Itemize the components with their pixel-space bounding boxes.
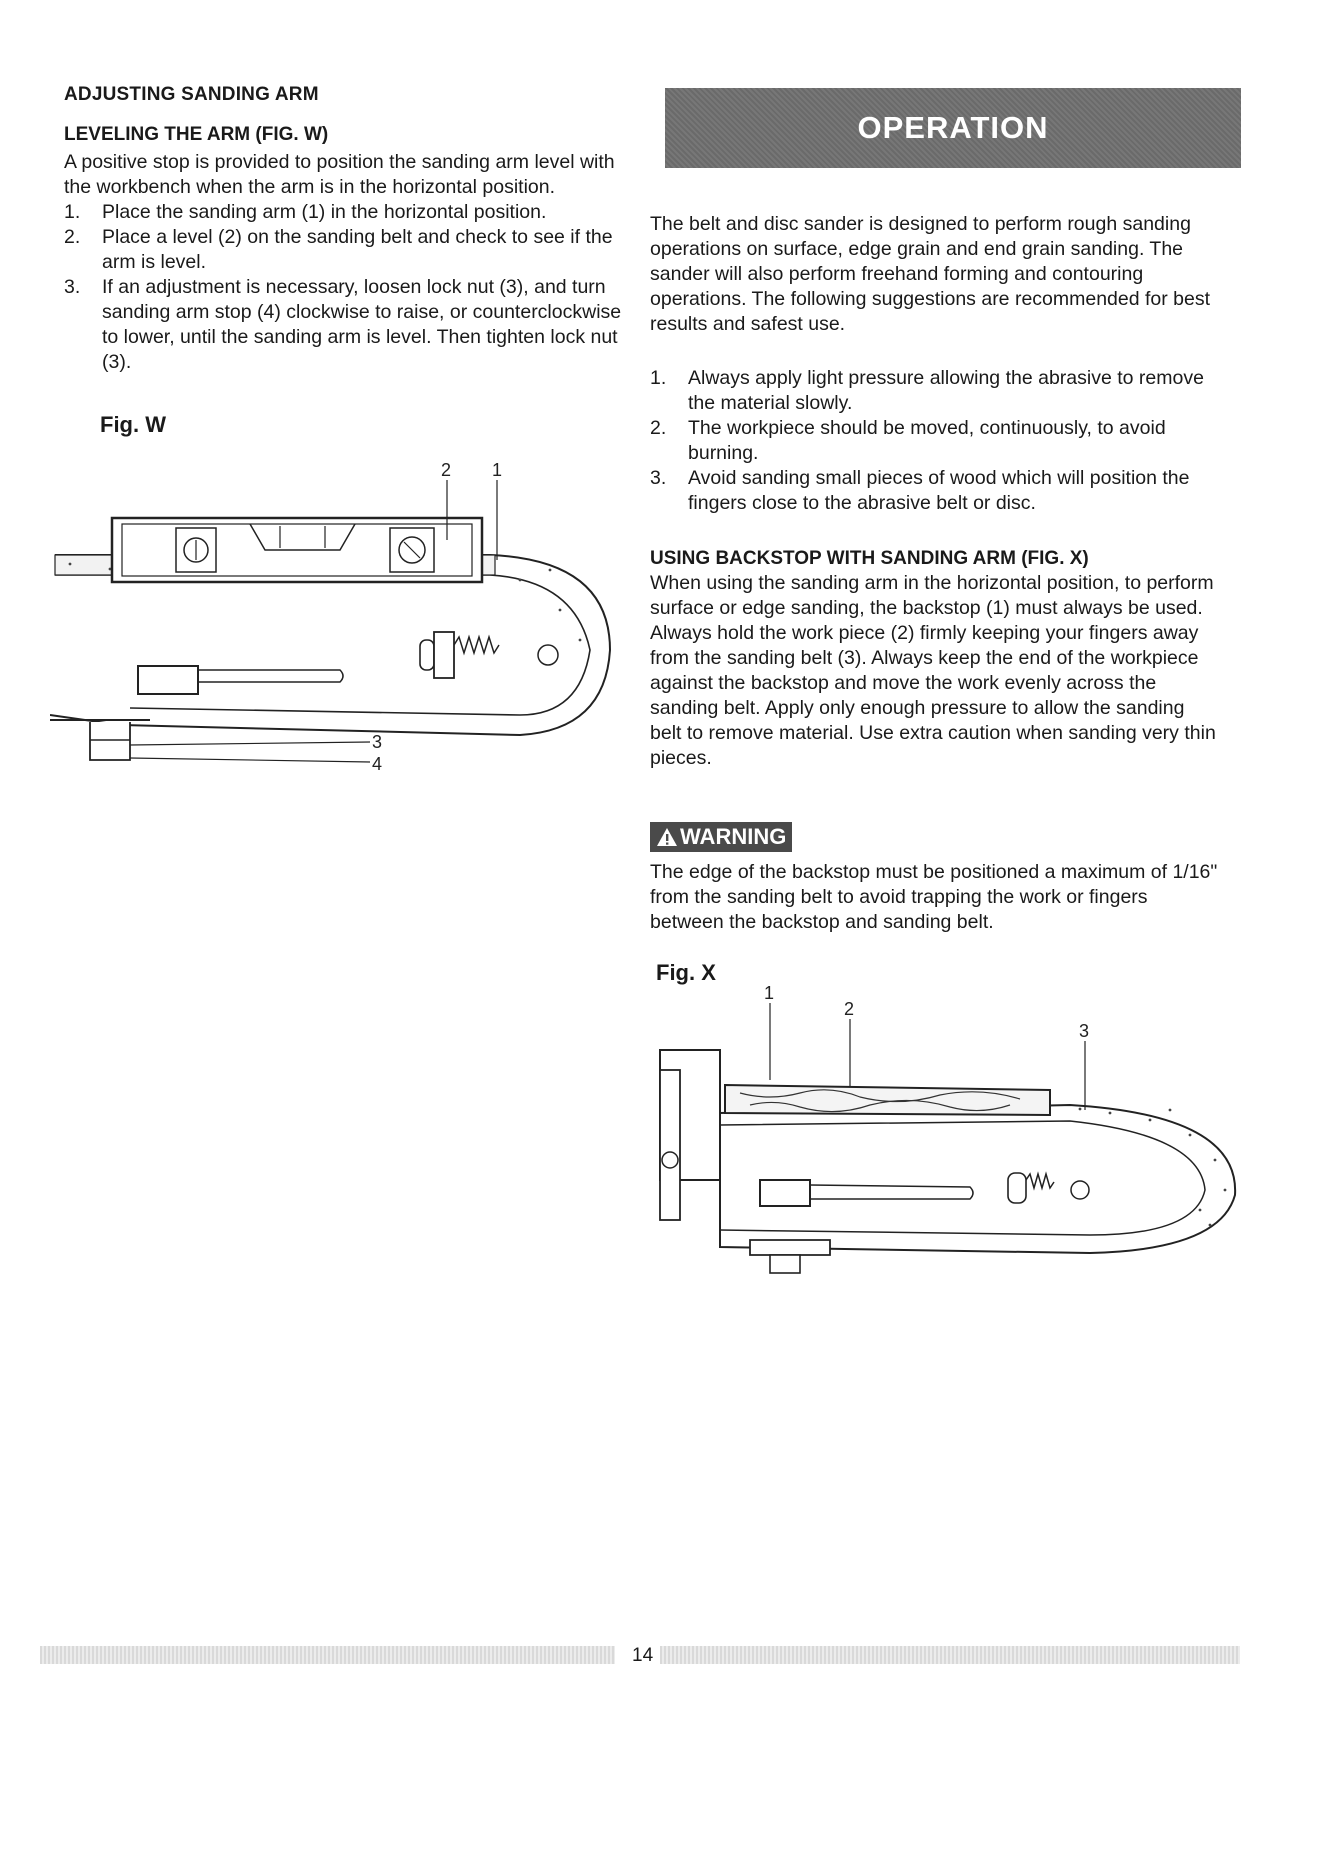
backstop-title: USING BACKSTOP WITH SANDING ARM (FIG. X) <box>650 548 1089 569</box>
fig-w-callout-2: 2 <box>441 460 452 480</box>
warning-triangle-icon <box>656 827 678 847</box>
leveling-steps <box>64 200 624 375</box>
backstop-text: When using the sanding arm in the horizontal position, to perform surface or edge sanding, the backstop (1) must always be used. Always hold the work piece (2) firmly keeping your fingers away from the sanding belt (3). Always keep the end of the workpiece against the backstop and move the work evenly across the sanding belt. Apply only enough pressure to allow the sanding belt to remove material. Use extra caution when sanding very thin pieces. <box>650 572 1216 769</box>
fig-w-callout-1: 1 <box>492 460 503 480</box>
warning-badge <box>650 822 792 852</box>
list-item: 1. Always apply light pressure allowing the abrasive to remove the material slowly. <box>650 367 1204 414</box>
fig-x-callout-2: 2 <box>844 999 855 1019</box>
operation-intro: The belt and disc sander is designed to perform rough sanding operations on surface, edge grain and end grain sanding. The sander will also perform freehand forming and contouring operations. The following suggestions are recommended for best results and safest use. <box>650 213 1211 335</box>
warning-label: WARNING <box>680 824 787 849</box>
list-item: 3. If an adjustment is necessary, loosen lock nut (3), and turn sanding arm stop (4) clockwise to raise, or counterclockwise to lower, until the sanding arm is level. Then tighten lock nut (3). <box>64 276 622 373</box>
footer-rule-left <box>40 1646 615 1664</box>
right-steps-block <box>650 366 1220 516</box>
subsection-title: LEVELING THE ARM (FIG. W) <box>64 124 329 145</box>
fig-x-label: Fig. X <box>656 960 716 985</box>
warning-block <box>650 860 1220 935</box>
operation-banner-title: OPERATION <box>857 110 1049 145</box>
leveling-intro: A positive stop is provided to position the sanding arm level with the workbench when the arm is in the horizontal position. <box>64 151 615 198</box>
list-item: 2. The workpiece should be moved, continuously, to avoid burning. <box>650 417 1166 464</box>
fig-w-callout-3: 3 <box>372 732 383 752</box>
section-title: ADJUSTING SANDING ARM <box>64 84 319 105</box>
operation-banner <box>665 88 1241 168</box>
fig-w-callout-4: 4 <box>372 754 383 774</box>
operation-steps <box>650 366 1220 516</box>
right-intro-block <box>650 212 1220 337</box>
footer-rule-right <box>660 1646 1240 1664</box>
list-item: 1. Place the sanding arm (1) in the horizontal position. <box>64 201 547 223</box>
fig-w-label: Fig. W <box>100 412 166 437</box>
fig-w-illustration <box>50 460 620 790</box>
left-body <box>64 150 624 375</box>
page-number: 14 <box>632 1645 654 1666</box>
list-item: 2. Place a level (2) on the sanding belt and check to see if the arm is level. <box>64 226 613 273</box>
list-item: 3. Avoid sanding small pieces of wood which will position the fingers close to the abrasive belt or disc. <box>650 467 1190 514</box>
warning-text: The edge of the backstop must be positioned a maximum of 1/16" from the sanding belt to avoid trapping the work or fingers between the backstop and sanding belt. <box>650 861 1218 933</box>
backstop-section <box>650 546 1220 771</box>
fig-x-callout-1: 1 <box>764 985 775 1003</box>
fig-x-callout-3: 3 <box>1079 1021 1090 1041</box>
fig-x-illustration <box>650 985 1250 1275</box>
